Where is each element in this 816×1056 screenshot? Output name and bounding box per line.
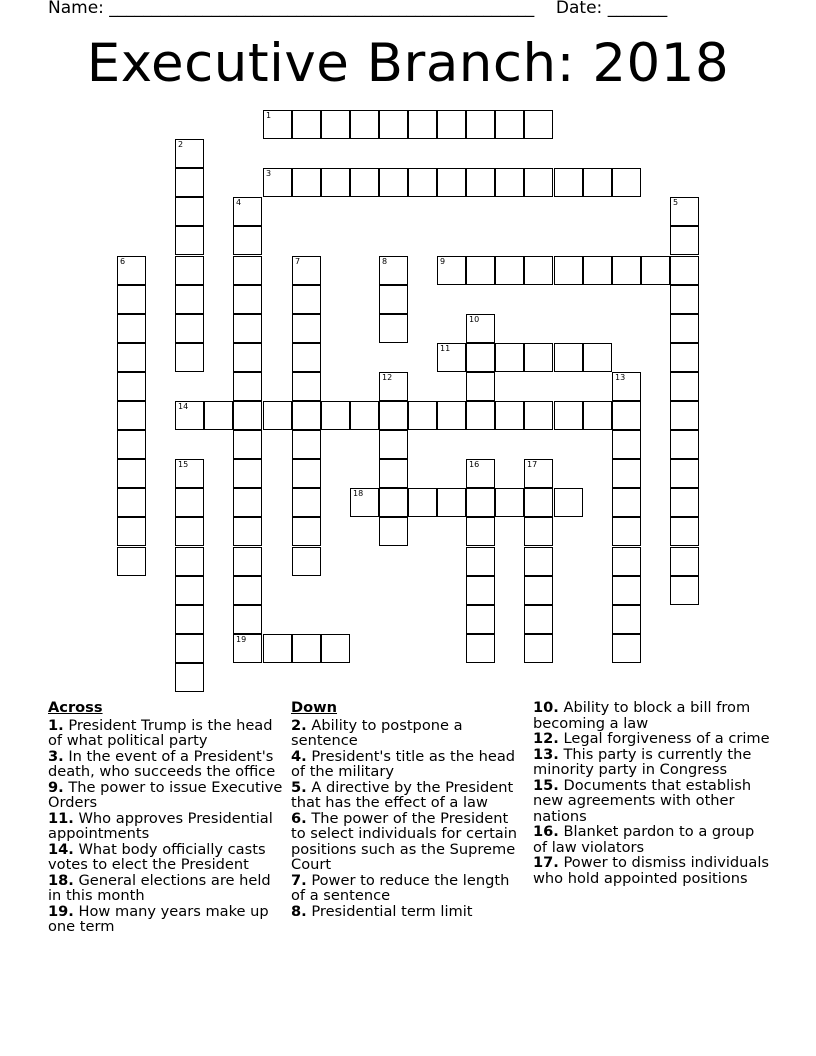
grid-cell[interactable] xyxy=(233,634,262,663)
grid-cell[interactable] xyxy=(175,314,204,343)
clue-across-14: 14. What body officially casts votes to elect the President xyxy=(48,840,266,873)
clue-number: 6 xyxy=(120,257,126,266)
clue-down-8: 8. Presidential term limit xyxy=(291,902,473,920)
grid-cell[interactable] xyxy=(117,430,146,459)
clue-number: 4 xyxy=(236,198,242,207)
grid-cell[interactable] xyxy=(670,517,699,546)
grid-cell[interactable] xyxy=(612,372,641,401)
grid-cell[interactable] xyxy=(437,110,466,139)
grid-cell[interactable] xyxy=(379,285,408,314)
grid-cell[interactable] xyxy=(175,139,204,168)
grid-cell[interactable] xyxy=(466,256,495,285)
grid-cell[interactable] xyxy=(466,547,495,576)
grid-cell[interactable] xyxy=(495,488,524,517)
grid-cell[interactable] xyxy=(204,401,233,430)
grid-cell[interactable] xyxy=(583,168,612,197)
grid-cell[interactable] xyxy=(292,168,321,197)
grid-cell[interactable] xyxy=(670,401,699,430)
grid-cell[interactable] xyxy=(233,343,262,372)
grid-cell[interactable] xyxy=(524,488,553,517)
grid-cell[interactable] xyxy=(466,634,495,663)
clue-number: 9 xyxy=(440,257,446,266)
grid-cell[interactable] xyxy=(612,168,641,197)
clue-number: 2 xyxy=(178,140,184,149)
grid-cell[interactable] xyxy=(583,256,612,285)
grid-cell[interactable] xyxy=(466,605,495,634)
date-label: Date: xyxy=(555,0,603,18)
grid-cell[interactable] xyxy=(612,256,641,285)
grid-cell[interactable] xyxy=(437,343,466,372)
grid-cell[interactable] xyxy=(233,605,262,634)
clue-number: 18 xyxy=(353,489,364,498)
grid-cell[interactable] xyxy=(524,343,553,372)
grid-cell[interactable] xyxy=(466,576,495,605)
grid-cell[interactable] xyxy=(321,110,350,139)
grid-cell[interactable] xyxy=(612,488,641,517)
grid-cell[interactable] xyxy=(263,401,292,430)
grid-cell[interactable] xyxy=(583,401,612,430)
grid-cell[interactable] xyxy=(437,256,466,285)
grid-cell[interactable] xyxy=(554,343,583,372)
grid-cell[interactable] xyxy=(437,488,466,517)
grid-cell[interactable] xyxy=(495,401,524,430)
grid-cell[interactable] xyxy=(612,576,641,605)
grid-cell[interactable] xyxy=(350,110,379,139)
grid-cell[interactable] xyxy=(495,256,524,285)
grid-cell[interactable] xyxy=(350,401,379,430)
grid-cell[interactable] xyxy=(117,372,146,401)
grid-cell[interactable] xyxy=(117,285,146,314)
clue-down-10: 10. Ability to block a bill from becoming a law xyxy=(533,699,751,732)
grid-cell[interactable] xyxy=(233,256,262,285)
grid-cell[interactable] xyxy=(292,110,321,139)
clue-down-15: 15. Documents that establish new agreements with other nations xyxy=(533,776,752,825)
clue-across-1: 1. President Trump is the head of what political party xyxy=(48,716,273,749)
grid-cell[interactable] xyxy=(495,343,524,372)
clue-across-11: 11. Who approves Presidential appointments xyxy=(48,809,273,842)
grid-cell[interactable] xyxy=(408,168,437,197)
grid-cell[interactable] xyxy=(670,430,699,459)
grid-cell[interactable] xyxy=(379,488,408,517)
grid-cell[interactable] xyxy=(524,605,553,634)
grid-cell[interactable] xyxy=(233,459,262,488)
grid-cell[interactable] xyxy=(175,256,204,285)
grid-cell[interactable] xyxy=(292,343,321,372)
grid-cell[interactable] xyxy=(233,576,262,605)
grid-cell[interactable] xyxy=(437,401,466,430)
grid-cell[interactable] xyxy=(233,517,262,546)
grid-cell[interactable] xyxy=(670,459,699,488)
grid-cell[interactable] xyxy=(292,547,321,576)
grid-cell[interactable] xyxy=(175,517,204,546)
grid-cell[interactable] xyxy=(321,168,350,197)
grid-cell[interactable] xyxy=(263,110,292,139)
grid-cell[interactable] xyxy=(233,430,262,459)
grid-cell[interactable] xyxy=(612,517,641,546)
grid-cell[interactable] xyxy=(175,605,204,634)
grid-cell[interactable] xyxy=(292,459,321,488)
grid-cell[interactable] xyxy=(583,343,612,372)
grid-cell[interactable] xyxy=(292,256,321,285)
grid-cell[interactable] xyxy=(117,256,146,285)
grid-cell[interactable] xyxy=(175,168,204,197)
grid-cell[interactable] xyxy=(495,110,524,139)
grid-cell[interactable] xyxy=(117,459,146,488)
clue-down-17: 17. Power to dismiss individuals who hold appointed positions xyxy=(533,854,770,887)
grid-cell[interactable] xyxy=(524,459,553,488)
down-clues xyxy=(291,700,523,919)
clue-number: 15 xyxy=(178,460,189,469)
grid-cell[interactable] xyxy=(670,547,699,576)
clue-down-7: 7. Power to reduce the length of a sentence xyxy=(291,871,510,904)
grid-cell[interactable] xyxy=(175,197,204,226)
grid-cell[interactable] xyxy=(612,401,641,430)
grid-cell[interactable] xyxy=(175,343,204,372)
grid-cell[interactable] xyxy=(175,663,204,692)
clue-down-2: 2. Ability to postpone a sentence xyxy=(291,716,463,749)
grid-cell[interactable] xyxy=(117,314,146,343)
grid-cell[interactable] xyxy=(263,168,292,197)
grid-cell[interactable] xyxy=(175,547,204,576)
grid-cell[interactable] xyxy=(175,401,204,430)
grid-cell[interactable] xyxy=(350,488,379,517)
grid-cell[interactable] xyxy=(117,401,146,430)
date-blank[interactable]: _______ xyxy=(607,0,668,18)
grid-cell[interactable] xyxy=(379,256,408,285)
grid-cell[interactable] xyxy=(233,285,262,314)
clue-down-4: 4. President's title as the head of the military xyxy=(291,747,516,780)
clue-number: 5 xyxy=(673,198,679,207)
clue-number: 1 xyxy=(266,111,272,120)
grid-cell[interactable] xyxy=(408,488,437,517)
clue-number: 10 xyxy=(469,315,480,324)
clue-number: 14 xyxy=(178,402,189,411)
grid-cell[interactable] xyxy=(670,256,699,285)
grid-cell[interactable] xyxy=(554,256,583,285)
grid-cell[interactable] xyxy=(670,226,699,255)
grid-cell[interactable] xyxy=(379,372,408,401)
grid-cell[interactable] xyxy=(379,430,408,459)
grid-cell[interactable] xyxy=(554,488,583,517)
clue-number: 3 xyxy=(266,169,272,178)
grid-cell[interactable] xyxy=(466,110,495,139)
grid-cell[interactable] xyxy=(408,110,437,139)
clue-number: 8 xyxy=(382,257,388,266)
grid-cell[interactable] xyxy=(350,168,379,197)
clue-down-6: 6. The power of the President to select individuals for certain positions such as the Supreme Court xyxy=(291,809,518,873)
grid-cell[interactable] xyxy=(233,372,262,401)
page-title: Executive Branch: 2018 xyxy=(86,33,730,94)
grid-cell[interactable] xyxy=(495,168,524,197)
grid-cell[interactable] xyxy=(175,488,204,517)
grid-cell[interactable] xyxy=(524,256,553,285)
grid-cell[interactable] xyxy=(233,314,262,343)
grid-cell[interactable] xyxy=(670,488,699,517)
grid-cell[interactable] xyxy=(524,110,553,139)
name-label: Name: xyxy=(48,0,104,18)
grid-cell[interactable] xyxy=(670,314,699,343)
grid-cell[interactable] xyxy=(612,605,641,634)
grid-cell[interactable] xyxy=(175,285,204,314)
grid-cell[interactable] xyxy=(612,459,641,488)
grid-cell[interactable] xyxy=(670,197,699,226)
clue-across-18: 18. General elections are held in this month xyxy=(48,871,271,904)
grid-cell[interactable] xyxy=(524,401,553,430)
grid-cell[interactable] xyxy=(292,517,321,546)
grid-cell[interactable] xyxy=(292,430,321,459)
clue-number: 16 xyxy=(469,460,480,469)
down-heading: Down xyxy=(291,699,338,716)
clue-across-3: 3. In the event of a President's death, who succeeds the office xyxy=(48,747,276,780)
clue-number: 11 xyxy=(440,344,451,353)
grid-cell[interactable] xyxy=(292,634,321,663)
clue-number: 12 xyxy=(382,373,393,382)
grid-cell[interactable] xyxy=(437,168,466,197)
grid-cell[interactable] xyxy=(175,634,204,663)
grid-cell[interactable] xyxy=(292,401,321,430)
grid-cell[interactable] xyxy=(175,459,204,488)
grid-cell[interactable] xyxy=(466,459,495,488)
grid-cell[interactable] xyxy=(554,401,583,430)
grid-cell[interactable] xyxy=(117,547,146,576)
grid-cell[interactable] xyxy=(466,343,495,372)
grid-cell[interactable] xyxy=(466,314,495,343)
grid-cell[interactable] xyxy=(466,517,495,546)
grid-cell[interactable] xyxy=(292,314,321,343)
grid-cell[interactable] xyxy=(233,197,262,226)
clue-across-19: 19. How many years make up one term xyxy=(48,902,269,935)
grid-cell[interactable] xyxy=(321,634,350,663)
grid-cell[interactable] xyxy=(175,576,204,605)
grid-cell[interactable] xyxy=(233,488,262,517)
down-clues-continued xyxy=(533,700,773,886)
grid-cell[interactable] xyxy=(554,168,583,197)
grid-cell[interactable] xyxy=(292,285,321,314)
grid-cell[interactable] xyxy=(117,343,146,372)
grid-cell[interactable] xyxy=(466,401,495,430)
clue-number: 13 xyxy=(615,373,626,382)
clue-number: 17 xyxy=(527,460,538,469)
grid-cell[interactable] xyxy=(233,401,262,430)
grid-cell[interactable] xyxy=(524,576,553,605)
grid-cell[interactable] xyxy=(466,372,495,401)
clue-number: 19 xyxy=(236,635,247,644)
name-blank[interactable]: __________________________________________________ xyxy=(109,0,535,18)
clue-number: 7 xyxy=(295,257,301,266)
grid-cell[interactable] xyxy=(379,110,408,139)
grid-cell[interactable] xyxy=(379,314,408,343)
grid-cell[interactable] xyxy=(466,488,495,517)
grid-cell[interactable] xyxy=(524,168,553,197)
grid-cell[interactable] xyxy=(670,285,699,314)
across-heading: Across xyxy=(48,699,103,716)
grid-cell[interactable] xyxy=(292,372,321,401)
grid-cell[interactable] xyxy=(117,488,146,517)
grid-cell[interactable] xyxy=(612,430,641,459)
grid-cell[interactable] xyxy=(379,401,408,430)
grid-cell[interactable] xyxy=(233,226,262,255)
grid-cell[interactable] xyxy=(379,168,408,197)
grid-cell[interactable] xyxy=(524,634,553,663)
across-clues xyxy=(48,700,283,935)
grid-cell[interactable] xyxy=(292,488,321,517)
clue-down-5: 5. A directive by the President that has the effect of a law xyxy=(291,778,514,811)
grid-cell[interactable] xyxy=(233,547,262,576)
clue-down-13: 13. This party is currently the minority party in Congress xyxy=(533,745,752,778)
clue-across-9: 9. The power to issue Executive Orders xyxy=(48,778,283,811)
grid-cell[interactable] xyxy=(670,372,699,401)
grid-cell[interactable] xyxy=(670,343,699,372)
grid-cell[interactable] xyxy=(321,401,350,430)
grid-cell[interactable] xyxy=(117,517,146,546)
grid-cell[interactable] xyxy=(524,517,553,546)
clue-down-12: 12. Legal forgiveness of a crime xyxy=(533,730,770,747)
grid-cell[interactable] xyxy=(641,256,670,285)
grid-cell[interactable] xyxy=(175,226,204,255)
grid-cell[interactable] xyxy=(408,401,437,430)
grid-cell[interactable] xyxy=(612,634,641,663)
grid-cell[interactable] xyxy=(466,168,495,197)
grid-cell[interactable] xyxy=(524,547,553,576)
grid-cell[interactable] xyxy=(612,547,641,576)
grid-cell[interactable] xyxy=(379,459,408,488)
clue-down-16: 16. Blanket pardon to a group of law violators xyxy=(533,823,755,856)
grid-cell[interactable] xyxy=(263,634,292,663)
grid-cell[interactable] xyxy=(379,517,408,546)
grid-cell[interactable] xyxy=(670,576,699,605)
